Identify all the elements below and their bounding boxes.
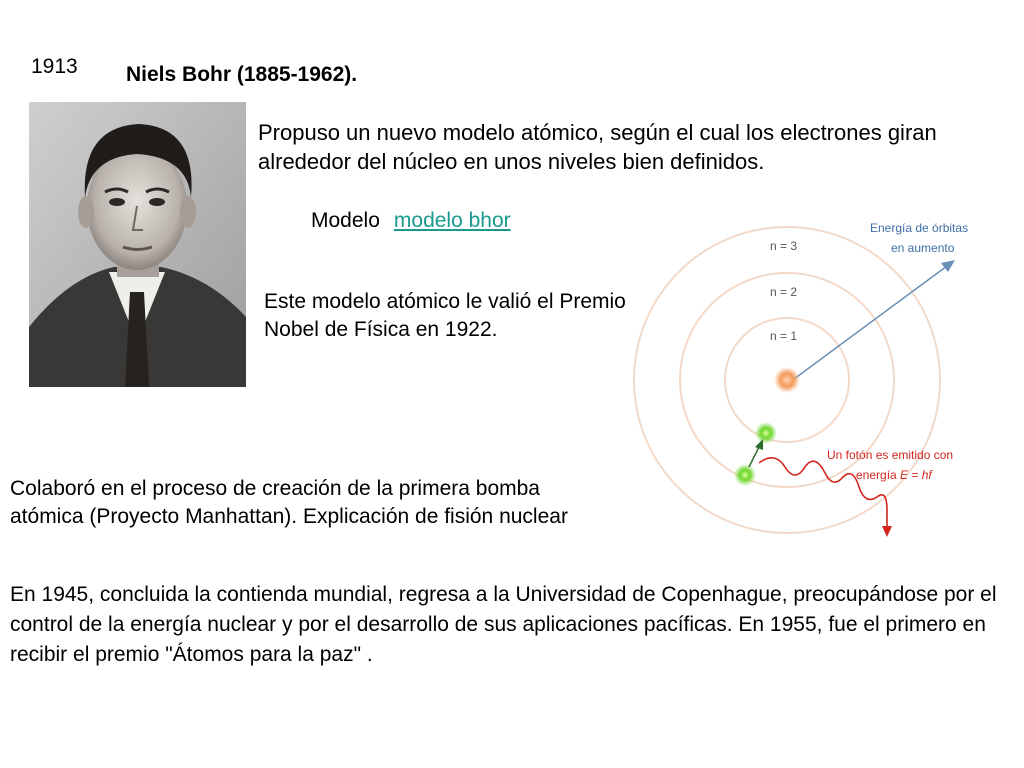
model-link[interactable]: modelo bhor <box>393 209 511 232</box>
nucleus <box>774 367 800 393</box>
nobel-paragraph: Este modelo atómico le valió el Premio Nobel de Física en 1922. <box>264 290 626 341</box>
portrait-photo <box>29 102 246 387</box>
level-label-n2: n = 2 <box>770 285 798 299</box>
energy-caption-line2: en aumento <box>891 241 955 255</box>
level-label-n3: n = 3 <box>770 239 798 253</box>
level-label-n1: n = 1 <box>770 329 798 343</box>
bohr-model-diagram <box>625 205 1024 550</box>
manhattan-paragraph: Colaboró en el proceso de creación de la primera bomba atómica (Proyecto Manhattan). Explicación de fisión nuclear <box>10 477 568 528</box>
electron-lower <box>734 464 756 486</box>
arrow-head-icon <box>941 260 955 272</box>
photon-caption-line2: energía E = hf <box>856 468 932 482</box>
photon-caption-line1: Un fotón es emitido con <box>827 448 954 462</box>
photon-arrow-icon <box>882 526 892 537</box>
page-title: Niels Bohr (1885-1962). <box>126 63 358 86</box>
energy-caption-line1: Energía de órbitas <box>870 221 969 235</box>
year-label: 1913 <box>31 55 78 78</box>
intro-paragraph: Propuso un nuevo modelo atómico, según el cual los electrones giran alrededor del núcleo en unos niveles bien definidos. <box>258 120 937 174</box>
model-line <box>311 209 511 233</box>
model-label: Modelo <box>311 209 380 232</box>
copenhagen-paragraph: En 1945, concluida la contienda mundial, regresa a la Universidad de Copenhague, preocupándose por el control de la energía nuclear y por el desarrollo de sus aplicaciones pacíficas. En 1955, fue el primero en recibir el premio "Átomos para la paz" . <box>10 583 997 666</box>
electron-upper <box>755 422 777 444</box>
